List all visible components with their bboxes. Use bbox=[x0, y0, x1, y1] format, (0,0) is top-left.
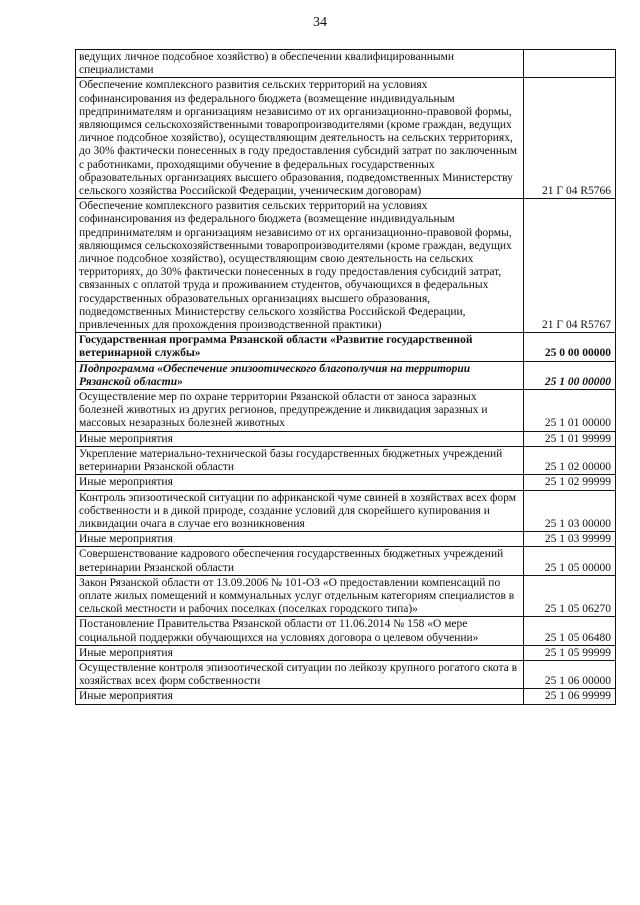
program-code: 25 0 00 00000 bbox=[524, 333, 616, 361]
row-name: Постановление Правительства Рязанской области от 11.06.2014 № 158 «О мере социальной поддержки обучающихся на условиях договора о целевом обучении» bbox=[76, 617, 524, 645]
row-name: Совершенствование кадрового обеспечения государственных бюджетных учреждений ветеринарии Рязанской области bbox=[76, 547, 524, 575]
table-row bbox=[76, 390, 616, 432]
row-code: 21 Г 04 R5767 bbox=[524, 199, 616, 333]
row-code: 25 1 02 99999 bbox=[524, 475, 616, 490]
row-name: Иные мероприятия bbox=[76, 532, 524, 547]
row-code: 25 1 06 00000 bbox=[524, 660, 616, 688]
row-code: 25 1 02 00000 bbox=[524, 446, 616, 474]
row-code bbox=[524, 50, 616, 78]
row-code: 25 1 01 00000 bbox=[524, 390, 616, 432]
row-name: Иные мероприятия bbox=[76, 431, 524, 446]
row-name: Иные мероприятия bbox=[76, 645, 524, 660]
row-name: Укрепление материально-технической базы государственных бюджетных учреждений ветеринарии Рязанской области bbox=[76, 446, 524, 474]
table-row bbox=[76, 475, 616, 490]
table-row bbox=[76, 645, 616, 660]
table-row bbox=[76, 575, 616, 617]
table-row bbox=[76, 78, 616, 199]
row-code: 25 1 03 00000 bbox=[524, 490, 616, 532]
row-name: Обеспечение комплексного развития сельских территорий на условиях софинансирования из федерального бюджета (возмещение индивидуальным предпринимателям и организациям независимо от их организационно-правовой формы, являющимся сельскохозяйственными товаропроизводителями (кроме граждан, ведущих личное подсобное хозяйство), осуществляющим деятельность на сельских территориях, до 30% фактически понесенных в году предоставления субсидий затрат по заключенным с работниками, проходящими обучение в федеральных государственных образовательных организациях высшего образования, подведомственных Министерству сельского хозяйства Российской Федерации, ученическим договорам) bbox=[76, 78, 524, 199]
row-code: 25 1 01 99999 bbox=[524, 431, 616, 446]
page-number: 34 bbox=[313, 15, 327, 30]
table-row bbox=[76, 446, 616, 474]
table-row bbox=[76, 532, 616, 547]
subprogram-code: 25 1 00 00000 bbox=[524, 361, 616, 389]
row-name: Закон Рязанской области от 13.09.2006 № 101-ОЗ «О предоставлении компенсаций по оплате жилых помещений и коммунальных услуг отдельным категориям специалистов в сельской местности и рабочих поселках (поселках городского типа)» bbox=[76, 575, 524, 617]
table-row bbox=[76, 547, 616, 575]
table-row bbox=[76, 50, 616, 78]
program-name: Государственная программа Рязанской области «Развитие государственной ветеринарной службы» bbox=[76, 333, 524, 361]
row-code: 25 1 03 99999 bbox=[524, 532, 616, 547]
row-name: Осуществление контроля эпизоотической ситуации по лейкозу крупного рогатого скота в хозяйствах всех форм собственности bbox=[76, 660, 524, 688]
program-row bbox=[76, 333, 616, 361]
row-code: 25 1 06 99999 bbox=[524, 689, 616, 704]
row-code: 25 1 05 99999 bbox=[524, 645, 616, 660]
subprogram-row bbox=[76, 361, 616, 389]
subprogram-name: Подпрограмма «Обеспечение эпизоотического благополучия на территории Рязанской области» bbox=[76, 361, 524, 389]
budget-classification-table bbox=[75, 49, 616, 705]
table-row bbox=[76, 689, 616, 704]
row-name: Контроль эпизоотической ситуации по африканской чуме свиней в хозяйствах всех форм собственности и в дикой природе, создание условий для скорейшего купирования и ликвидации очага в случае его возникновения bbox=[76, 490, 524, 532]
table-row bbox=[76, 617, 616, 645]
row-name: Иные мероприятия bbox=[76, 475, 524, 490]
row-code: 25 1 05 06270 bbox=[524, 575, 616, 617]
table-row bbox=[76, 199, 616, 333]
table-row bbox=[76, 490, 616, 532]
row-code: 25 1 05 06480 bbox=[524, 617, 616, 645]
row-code: 25 1 05 00000 bbox=[524, 547, 616, 575]
row-name: Осуществление мер по охране территории Рязанской области от заноса заразных болезней животных из других регионов, предупреждение и ликвидация заразных и массовых незаразных болезней животных bbox=[76, 390, 524, 432]
row-name: ведущих личное подсобное хозяйство) в обеспечении квалифицированными специалистами bbox=[76, 50, 524, 78]
row-name: Иные мероприятия bbox=[76, 689, 524, 704]
table-row bbox=[76, 431, 616, 446]
row-code: 21 Г 04 R5766 bbox=[524, 78, 616, 199]
row-name: Обеспечение комплексного развития сельских территорий на условиях софинансирования из федерального бюджета (возмещение индивидуальным предпринимателям и организациям независимо от их организационно-правовой формы, являющимся сельскохозяйственными товаропроизводителями (кроме граждан, ведущих личное подсобное хозяйство), осуществляющим свою деятельность на сельских территориях, до 30% фактически понесенных в году предоставления субсидий затрат, связанных с оплатой труда и проживанием студентов, обучающихся в федеральных государственных образовательных организациях высшего образования, подведомственных Министерству сельского хозяйства Российской Федерации, привлеченных для прохождения производственной практики) bbox=[76, 199, 524, 333]
table-row bbox=[76, 660, 616, 688]
